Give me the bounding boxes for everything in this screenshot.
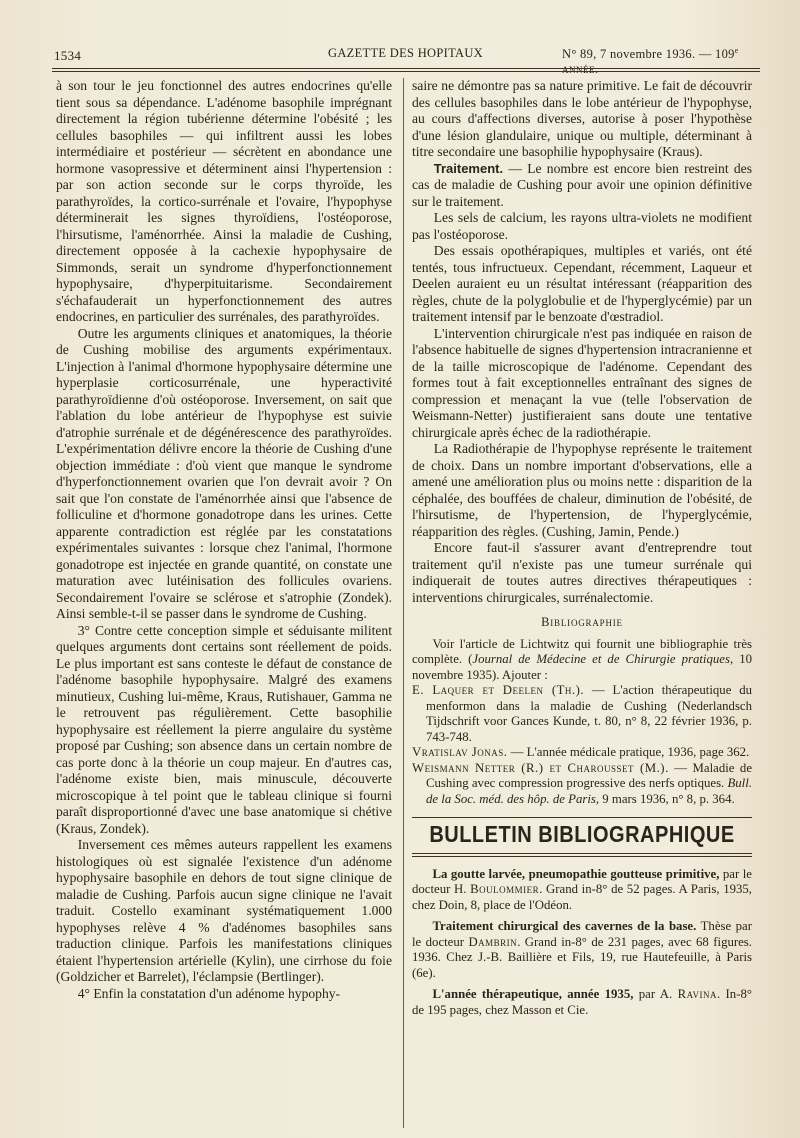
left-paragraph-4: Inversement ces mêmes auteurs rappellent les examens histologiques où est signalée l'existence d'un adénome hypophysaire basophile en dehors de tout signe clinique de maladie de Cushing. Parfois aucun signe clinique ne l'avait traduit. Costello examinant systématiquement 1.000 hypophyses relève 4 % d'adénomes basophiles sans traduction clinique. Parfois les manifestations cliniques étaient l'hypertension artérielle (Kylin), une cirrhose du foie (Goldzicher et Barrelet), l'éclampsie (Bertlinger). bbox=[56, 837, 392, 984]
reference-authors: Weismann Netter (R.) et Charousset (M.). bbox=[412, 760, 669, 775]
right-paragraph-5: La Radiothérapie de l'hypophyse représente le traitement de choix. Dans un nombre important d'observations, elle a amené une amélioration plus ou moins nette : disparition de la céphalée, des bouffées de chaleur, diminution de l'obésité, de l'hirsutisme, de l'hypertension, de l'hyperglycémie, réapparition des règles. (Cushing, Jamin, Pende.) bbox=[412, 441, 752, 539]
traitement-heading: Traitement. bbox=[433, 160, 504, 176]
book-text: par le docteur H. bbox=[412, 866, 752, 896]
biblio-intro-tail: 10 novembre 1935). Ajouter : bbox=[412, 652, 752, 682]
reference-authors: E. Laquer et Deelen (Th.). bbox=[412, 683, 585, 697]
biblio-intro-text: Voir l'article de Lichtwitz qui fournit une bibliographie très complète. ( bbox=[412, 636, 752, 666]
book-title: La goutte larvée, pneumopathie goutteuse primitive, bbox=[432, 866, 720, 881]
left-paragraph-2: Outre les arguments cliniques et anatomiques, la théorie de Cushing mobilise des arguments expérimentaux. L'injection à l'animal d'hormone hypophysaire détermine une hyperplasie corticosurrénale, une hyperactivité parathyroïdienne d'où ostéoporose. Inversement, on sait que l'ablation du lobe antérieur de l'hypophyse est suivie d'atrophie surrénale et de dégénérescence des parathyroïdes. L'expérimentation délivre encore la théorie de Cushing d'une objection immédiate : d'où vient que manque le syndrome d'hyperfonctionnement ovarien que l'on devrait avoir ? On sait que l'on constate de l'aménorrhée ainsi que l'absence de folliculine et d'hormone gonadotrope dans les urines. Cette apparente contradiction est réglée par les constatations expérimentales suivantes : lorsque chez l'animal, l'hormone gonadotrope est injectée en grande quantité, on constate une maturation avec lutéinisation des follicules ovariens. Secondairement l'ovaire se sclérose et s'atrophie (Zondek). Ainsi semble-t-il se passer dans le syndrome de Cushing. bbox=[56, 325, 392, 621]
bibliography-intro bbox=[412, 637, 752, 684]
bulletin-heading: BULLETIN BIBLIOGRAPHIQUE bbox=[429, 822, 735, 848]
book-text: par A. bbox=[633, 987, 678, 1001]
left-paragraph-5: 4° Enfin la constatation d'un adénome hypophy- bbox=[77, 985, 341, 1001]
left-paragraph-3: 3° Contre cette conception simple et séduisante militent quelques arguments dont certains sont réellement de poids. Le plus important est sans conteste le défaut de constance de l'adénome basophile hypophysaire. Malgré des examens minutieux, Cushing lui-même, Kraus, Rutishauer, Gamma ne le retrouvent pas régulièrement. Cette basophilie hypophysaire est réellement la pierre angulaire du système proposé par Cushing; son absence dans un certain nombre de cas porte donc à la théorie un coup majeur. En d'autres cas, l'adénome existe bien, mais minuscule, découverte microscopique à tel point que le tableau clinique si fourni paraît disproportionné d'avec une base anatomique si chétive (Kraus, Zondek). bbox=[56, 622, 392, 836]
right-paragraph-4: L'intervention chirurgicale n'est pas indiquée en raison de l'absence habituelle de signes d'hypertension intracranienne et de la taille microscopique de l'adénome. Cependant des formes tout à fait exceptionnelles entraînant des signes de compression et menaçant la vue (telle l'observation de Weismann-Netter) justifieraient sans doute une tentative chirurgicale après échec de la radiothérapie. bbox=[412, 325, 752, 440]
issue-year-label: année. bbox=[562, 62, 599, 77]
biblio-intro-journal: Journal de Médecine et de Chirurgie pratiques, bbox=[472, 652, 734, 666]
book-title: L'année thérapeutique, année 1935, bbox=[432, 987, 634, 1001]
book-details: . Grand in-8° de 52 pages. A Paris, 1935, chez Doin, 8, place de l'Odéon. bbox=[412, 882, 752, 912]
reference-journal: Bull. de la Soc. méd. des hôp. de Paris, bbox=[426, 776, 752, 806]
book-author: Ravina bbox=[677, 987, 717, 1001]
issue-number-date: N° 89, 7 novembre 1936. — 109 bbox=[562, 47, 735, 62]
book-entry-1 bbox=[412, 867, 752, 914]
issue-info bbox=[562, 46, 760, 77]
left-paragraph-1: à son tour le jeu fonctionnel des autres endocrines qu'elle tient sous sa dépendance. L'adénome basophile imprégnant directement la région tubérienne détermine l'obésité ; les cellules basophiles — qui infiltrent aussi les lobes intermédiaire et postérieur — sécrètent en abondance une hormone vasopressive et déterminent ainsi l'hypertension : par son action seconde sur le corps thyroïde, les parathyroïdes, la cortico-surrénale et l'ovaire, l'hypophyse déterminerait les signes thyroïdiens, l'ostéoporose, l'hirsutisme, l'aménorrhée. Ainsi la maladie de Cushing, directement opposée à la cachexie hypophysaire de Simmonds, serait un syndrome d'hyperfonctionnement hypophysaire, d'hyperpituitarisme. Secondairement s'échafauderait un hyperfonctionnement des autres endocrines, en particulier des surrénales, des parathyroïdes. bbox=[56, 78, 392, 324]
book-details: . Grand in-8° de 231 pages, avec 68 figures. 1936. Chez J.-B. Baillière et Fils, 19, rue Hautefeuille, à Paris (6e). bbox=[412, 934, 752, 980]
right-paragraph-1: saire ne démontre pas sa nature primitive. Le fait de découvrir des cellules basophiles dans le lobe antérieur de l'hypophyse, au cours d'affections diverses, autorise à poser l'hypothèse d'une lésion glandulaire, unique ou multiple, déterminant à titre secondaire une basophilie hypophysaire (Kraus). bbox=[412, 78, 752, 159]
reference-text: — Maladie de Cushing avec compression progressive des nerfs optiques. bbox=[426, 760, 753, 790]
header-rule-thin bbox=[52, 71, 760, 72]
page-header bbox=[52, 42, 760, 77]
header-rule bbox=[52, 68, 760, 69]
page-number: 1534 bbox=[54, 48, 82, 63]
left-column bbox=[56, 78, 392, 1002]
reference-item-2 bbox=[412, 745, 752, 761]
reference-item-3 bbox=[412, 761, 752, 808]
journal-title: GAZETTE DES HOPITAUX bbox=[328, 46, 483, 60]
right-column bbox=[412, 78, 752, 1024]
right-paragraph-3: Des essais opothérapiques, multiples et variés, ont été tentés, tous infructueux. Cependant, récemment, Laqueur et Deelen auraient eu un résultat intéressant (réapparition des règles, chute de la polyglobulie et de l'hyperglycémie) par un traitement intensif par le benzoate d'œstradiol. bbox=[412, 243, 752, 324]
book-text: Thèse par le docteur bbox=[412, 919, 753, 949]
traitement-paragraph bbox=[412, 161, 752, 211]
reference-authors: Vratislav Jonas. bbox=[412, 745, 508, 759]
right-paragraph-2: Les sels de calcium, les rayons ultra-violets ne modifient pas l'ostéoporose. bbox=[412, 210, 752, 242]
reference-item-1 bbox=[412, 683, 752, 745]
book-details: . In-8° de 195 pages, chez Masson et Cie. bbox=[412, 987, 752, 1017]
column-divider bbox=[403, 78, 404, 1128]
book-author: Dambrin bbox=[468, 934, 518, 949]
issue-sup: e bbox=[734, 46, 739, 55]
book-entry-3 bbox=[412, 987, 752, 1018]
book-title: Traitement chirurgical des cavernes de la base. bbox=[432, 919, 697, 933]
bulletin-heading-box bbox=[412, 817, 752, 854]
reference-text: — L'action thérapeutique du menformon dans la maladie de Cushing (Nederlandsch Tijdschrift voor Gances Kunde, t. 80, n° 8, 22 février 1936, p. 743-748. bbox=[426, 683, 753, 744]
reference-tail: 9 mars 1936, n° 8, p. 364. bbox=[599, 791, 735, 806]
book-author: Boulommier bbox=[470, 882, 540, 896]
reference-text: — L'année médicale pratique, 1936, page 362. bbox=[507, 745, 750, 759]
right-paragraph-6: Encore faut-il s'assurer avant d'entreprendre tout traitement qu'il n'existe pas une tumeur surrénale qui indiquerait de toutes autres directives thérapeutiques : interventions chirurgicales, surrénalectomie. bbox=[412, 540, 752, 605]
traitement-text: — Le nombre est encore bien restreint des cas de maladie de Cushing pour avoir une opinion définitive sur le traitement. bbox=[412, 160, 752, 209]
bulletin-rule bbox=[412, 856, 752, 857]
book-entry-2 bbox=[412, 919, 752, 981]
bibliography-heading: Bibliographie bbox=[541, 615, 623, 629]
